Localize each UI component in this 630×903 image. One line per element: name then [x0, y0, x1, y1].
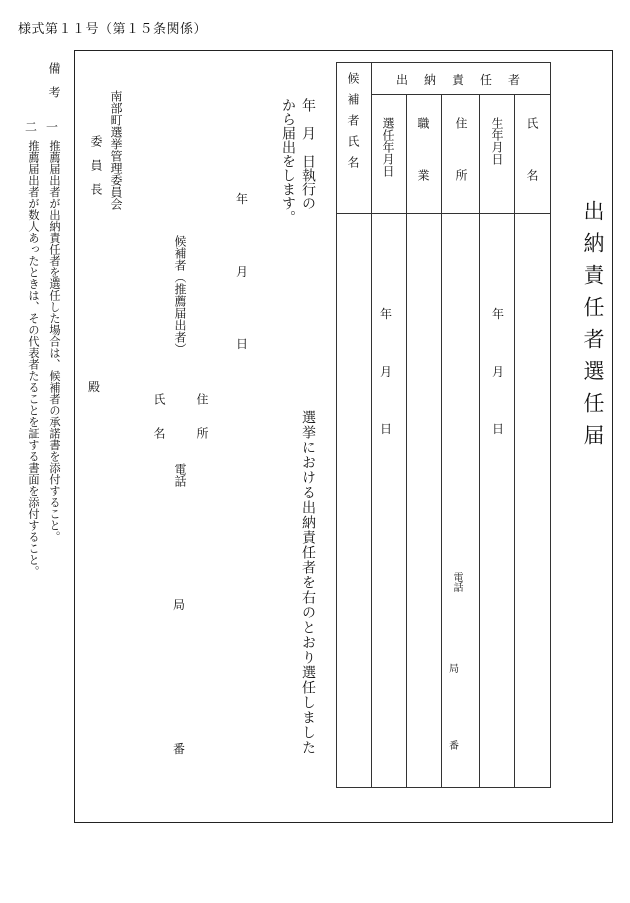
- note2-number: 二: [25, 120, 38, 134]
- submission-year: 年: [236, 192, 249, 206]
- applicant-phone-number: 番: [173, 742, 186, 756]
- address-header: 住 所: [454, 117, 468, 195]
- appointment-date-header: 選任年月日: [381, 117, 395, 177]
- treasurer-header: 出 納 責 任 者: [396, 73, 523, 87]
- form-number: 様式第１１号（第１５条関係）: [18, 22, 208, 37]
- statement-line3: から届出をします。: [280, 98, 296, 224]
- birth-year: 年: [492, 307, 505, 321]
- treasurer-table: [336, 62, 551, 788]
- note1-text: 推薦届出者が出納責任者を選任した場合は、候補者の承諾書を添付すること。: [48, 140, 61, 543]
- notes-header: 備 考: [47, 62, 61, 98]
- applicant-name-label: 氏 名: [152, 393, 166, 444]
- name-header: 氏 名: [525, 117, 539, 195]
- committee-chair: 委 員 長: [89, 135, 103, 195]
- honorific: 殿: [88, 380, 101, 394]
- birth-month: 月: [492, 365, 505, 379]
- submission-day: 日: [236, 337, 249, 351]
- committee-name: 南部町選挙管理委員会: [109, 90, 123, 210]
- submission-month: 月: [236, 265, 249, 279]
- form-title: 出納責任者選任届: [581, 200, 605, 456]
- appointment-day: 日: [380, 422, 393, 436]
- treasurer-phone-exchange: 局: [449, 664, 459, 675]
- applicant-phone-exchange: 局: [173, 598, 186, 612]
- candidate-name-header: 候補者氏名: [346, 72, 360, 177]
- appointment-month: 月: [380, 365, 393, 379]
- statement-line2: 年 月 日執行の: [300, 98, 316, 210]
- applicant-phone-label: 電話: [173, 463, 187, 487]
- birth-date-header: 生年月日: [490, 117, 504, 165]
- treasurer-phone-number: 番: [449, 741, 459, 752]
- applicant-address-label: 住 所: [195, 393, 209, 444]
- occupation-header: 職 業: [416, 117, 430, 195]
- note1-number: 一: [46, 120, 59, 134]
- applicant-role: 候補者（推薦届出者）: [173, 235, 187, 355]
- appointment-year: 年: [380, 307, 393, 321]
- note2-text: 推薦届出者が数人あったときは、その代表者たることを証する書面を添付すること。: [27, 140, 40, 577]
- statement-line1: 選挙における出納責任者を右のとおり選任しました: [300, 410, 316, 755]
- birth-day: 日: [492, 422, 505, 436]
- treasurer-phone-label: 電話: [451, 572, 462, 592]
